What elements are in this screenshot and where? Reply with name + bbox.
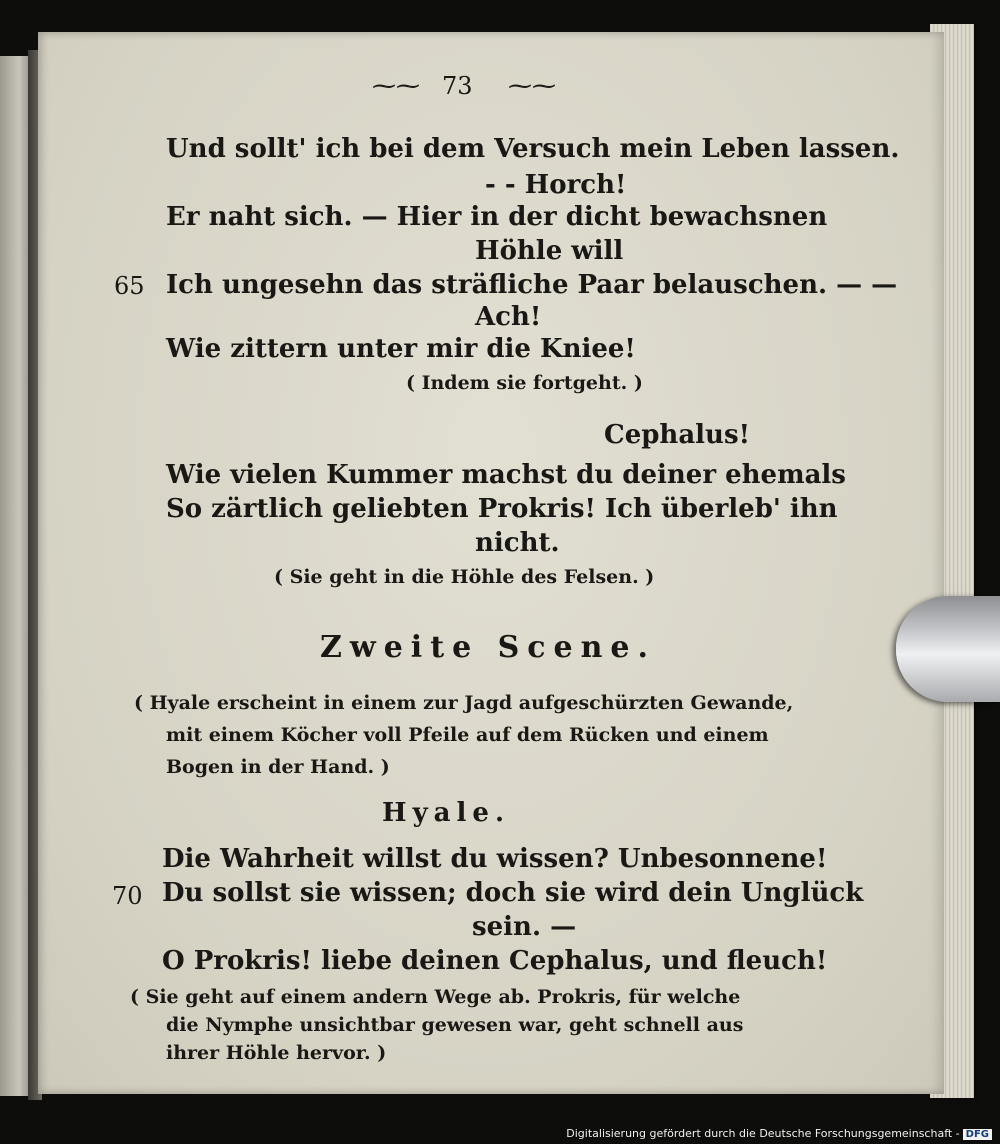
stage-direction: ( Indem sie fortgeht. ) (406, 372, 643, 394)
ornament-right: ⁓⁓ (508, 72, 556, 100)
verse-line: O Prokris! liebe deinen Cephalus, und fleuch! (162, 946, 828, 976)
verse-line: Ach! (475, 302, 542, 332)
ornament-left: ⁓⁓ (372, 72, 420, 100)
page-clip (896, 596, 1000, 702)
stage-direction: mit einem Köcher voll Pfeile auf dem Rücken und einem (166, 724, 769, 746)
verse-line: Höhle will (475, 236, 624, 266)
speaker-name: Cephalus! (604, 420, 750, 450)
page-number: 73 (442, 72, 473, 100)
stage-direction: ihrer Höhle hervor. ) (166, 1042, 387, 1064)
stage-direction: Bogen in der Hand. ) (166, 756, 390, 778)
verse-line: sein. — (472, 912, 577, 942)
stage-direction: ( Hyale erscheint in einem zur Jagd aufgeschürzten Gewande, (134, 692, 794, 714)
line-number: 65 (114, 272, 145, 300)
verse-line: Er naht sich. — Hier in der dicht bewachsnen (166, 202, 828, 232)
verse-line: Wie vielen Kummer machst du deiner ehemals (166, 460, 846, 490)
scene-title: Zweite Scene. (320, 630, 656, 665)
book-page (38, 32, 944, 1094)
verse-line: So zärtlich geliebten Prokris! Ich überleb' ihn (166, 494, 838, 524)
digitization-credit (566, 1127, 992, 1140)
verse-line: nicht. (475, 528, 560, 558)
stage-direction: die Nymphe unsichtbar gewesen war, geht schnell aus (166, 1014, 744, 1036)
verse-line: Wie zittern unter mir die Kniee! (166, 334, 636, 364)
verse-line: Und sollt' ich bei dem Versuch mein Leben lassen. (166, 134, 900, 164)
dfg-logo: DFG (963, 1129, 992, 1140)
line-number: 70 (112, 882, 143, 910)
verse-line: Ich ungesehn das sträfliche Paar belauschen. — — (166, 270, 898, 300)
verse-line: Die Wahrheit willst du wissen? Unbesonnene! (162, 844, 828, 874)
verse-line: - - Horch! (485, 170, 627, 200)
credit-text: Digitalisierung gefördert durch die Deutsche Forschungsgemeinschaft - (566, 1127, 960, 1140)
verse-line: Du sollst sie wissen; doch sie wird dein Unglück (162, 878, 864, 908)
stage-direction: ( Sie geht auf einem andern Wege ab. Prokris, für welche (130, 986, 741, 1008)
speaker-name: Hyale. (382, 798, 510, 828)
stage-direction: ( Sie geht in die Höhle des Felsen. ) (274, 566, 655, 588)
